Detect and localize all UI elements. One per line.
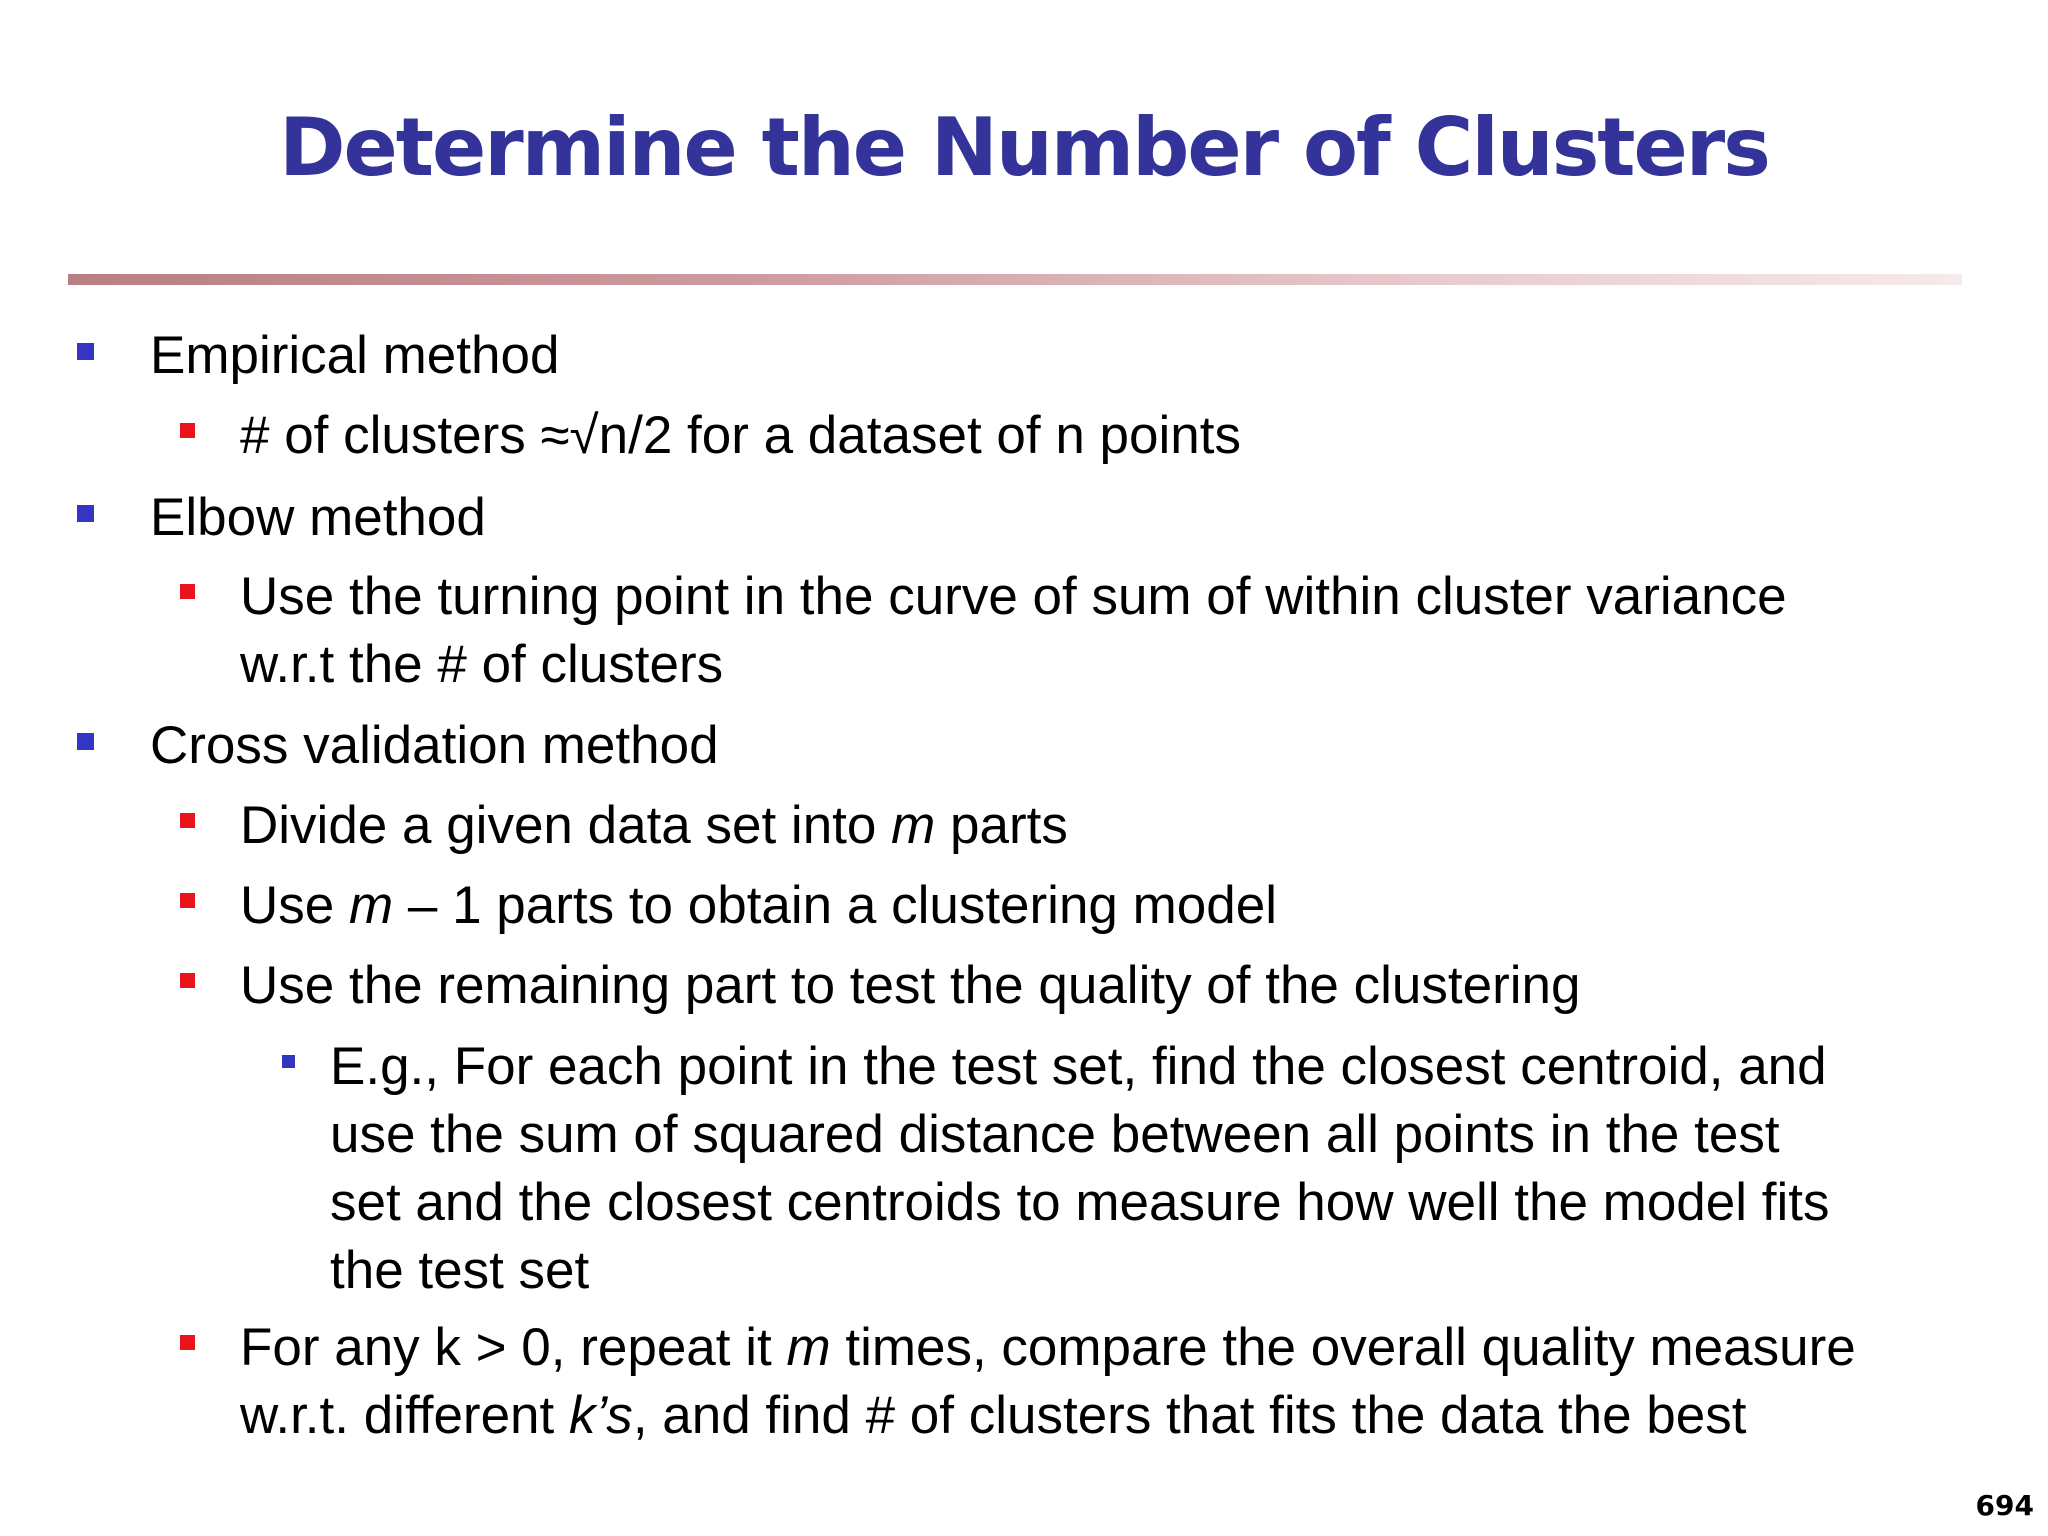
slide-title: Determine the Number of Clusters bbox=[279, 101, 1769, 194]
square-bullet-icon bbox=[180, 813, 195, 828]
page-number: 694 bbox=[1975, 1489, 2034, 1522]
bullet-text: Use the remaining part to test the quality of the clustering bbox=[240, 956, 1581, 1015]
bullet-empirical-method bbox=[150, 322, 559, 390]
bullet-cv-test bbox=[240, 952, 1580, 1020]
bullet-text: Elbow method bbox=[150, 488, 486, 547]
bullet-cross-validation-method bbox=[150, 712, 719, 780]
square-bullet-icon bbox=[180, 973, 195, 988]
bullet-text: Divide a given data set into m parts bbox=[240, 796, 1068, 855]
bullet-cv-repeat bbox=[240, 1314, 1856, 1450]
bullet-text-line: the test set bbox=[330, 1241, 590, 1300]
bullet-elbow-turning-point bbox=[240, 563, 1787, 699]
bullet-text-line: use the sum of squared distance between all points in the test bbox=[330, 1105, 1780, 1164]
bullet-text: Cross validation method bbox=[150, 716, 719, 775]
title-divider bbox=[68, 274, 1962, 285]
bullet-text-line: E.g., For each point in the test set, find the closest centroid, and bbox=[330, 1037, 1827, 1096]
square-bullet-icon bbox=[77, 505, 94, 522]
bullet-cv-example bbox=[330, 1033, 1829, 1305]
bullet-elbow-method bbox=[150, 484, 486, 552]
square-bullet-icon bbox=[180, 584, 195, 599]
square-bullet-icon bbox=[180, 423, 195, 438]
square-bullet-icon bbox=[77, 343, 94, 360]
bullet-text: Use m – 1 parts to obtain a clustering model bbox=[240, 876, 1277, 935]
square-bullet-icon bbox=[282, 1055, 295, 1068]
bullet-empirical-formula bbox=[240, 402, 1241, 470]
bullet-cv-train bbox=[240, 872, 1277, 940]
bullet-text: Empirical method bbox=[150, 326, 560, 385]
square-bullet-icon bbox=[180, 893, 195, 908]
bullet-text: # of clusters ≈√n/2 for a dataset of n points bbox=[240, 406, 1241, 465]
bullet-text-line: w.r.t. different k’s, and find # of clusters that fits the data the best bbox=[240, 1386, 1747, 1445]
bullet-text-line: For any k > 0, repeat it m times, compare the overall quality measure bbox=[240, 1318, 1856, 1377]
square-bullet-icon bbox=[180, 1335, 195, 1350]
bullet-text-line: set and the closest centroids to measure how well the model fits bbox=[330, 1173, 1830, 1232]
bullet-cv-divide bbox=[240, 792, 1068, 860]
bullet-text-line: Use the turning point in the curve of sum of within cluster variance bbox=[240, 567, 1787, 626]
square-bullet-icon bbox=[77, 733, 94, 750]
bullet-text-line: w.r.t the # of clusters bbox=[240, 635, 724, 694]
